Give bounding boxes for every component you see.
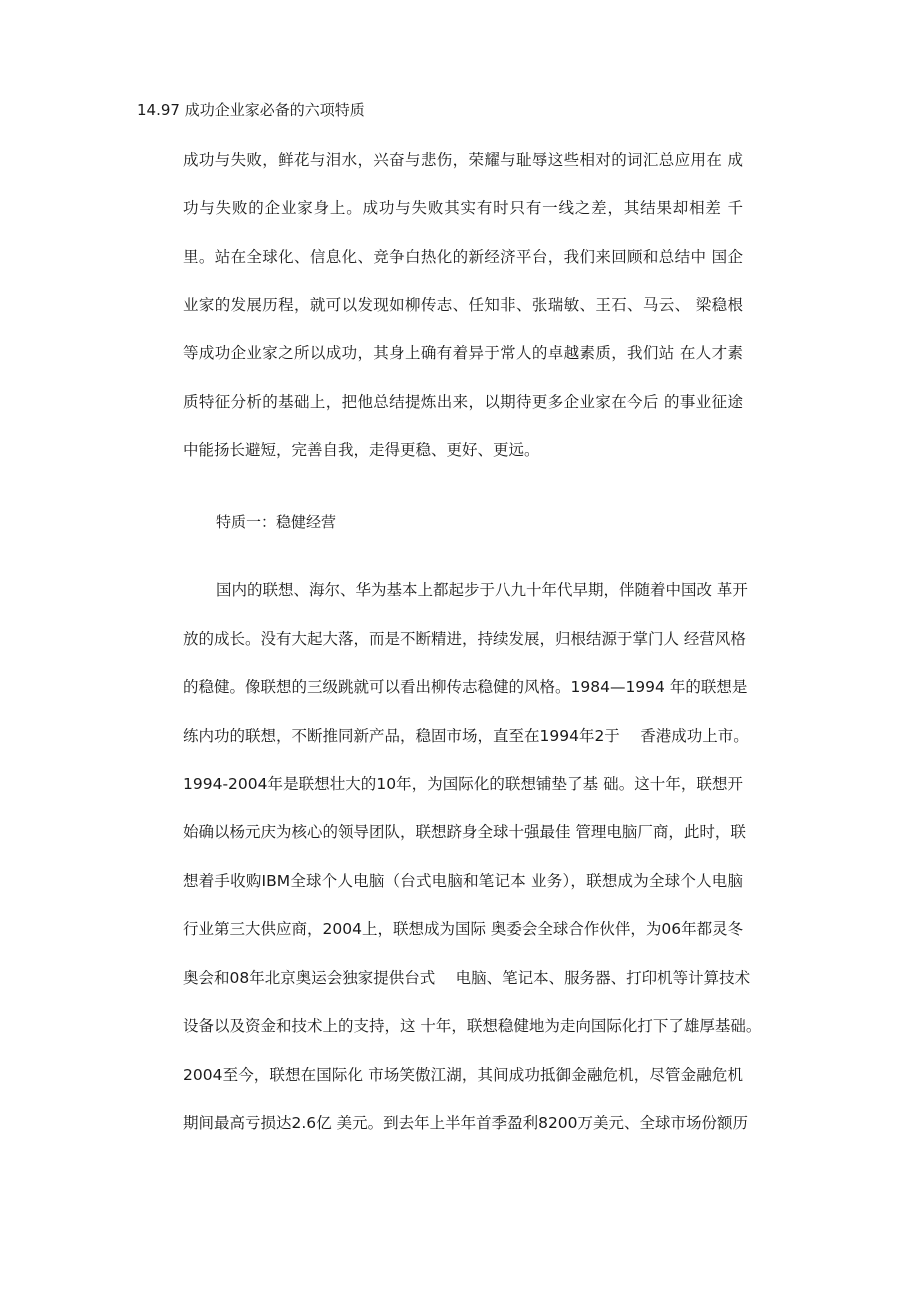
text-line: 放的成长。没有大起大落，而是不断精进，持续发展，归根结源于掌门人 经营风格 [183,630,746,648]
text-line: 行业第三大供应商，2004上，联想成为国际 奥委会全球合作伙伴，为06年都灵冬 [183,920,744,938]
text-line: 1994-2004年是联想壮大的10年，为国际化的联想铺垫了基 础。这十年，联想开 [183,775,743,793]
text-line: 期间最高亏损达2.6亿 美元。到去年上半年首季盈利8200万美元、全球市场份额历 [183,1114,749,1132]
text-line: 中能扬长避短，完善自我，走得更稳、更好、更远。 [183,441,540,459]
text-line: 始确以杨元庆为核心的领导团队，联想跻身全球十强最佳 管理电脑厂商，此时，联 [183,823,746,841]
text-line: 练内功的联想，不断推同新产品，稳固市场，直至在1994年2于 香港成功上市。 [183,727,749,745]
text-line: 功与失败的企业家身上。成功与失败其实有时只有一线之差，其结果却相差 千 [183,199,743,217]
text-line: 业家的发展历程，就可以发现如柳传志、任知非、张瑞敏、王石、马云、 梁稳根 [183,296,743,314]
text-line: 等成功企业家之所以成功，其身上确有着异于常人的卓越素质，我们站 在人才素 [183,344,743,362]
text-line: 里。站在全球化、信息化、竞争白热化的新经济平台，我们来回顾和总结中 国企 [183,248,743,266]
text-line: 设备以及资金和技术上的支持，这 十年，联想稳健地为走向国际化打下了雄厚基础。 [183,1017,762,1035]
text-line: 国内的联想、海尔、华为基本上都起步于八九十年代早期，伴随着中国改 革开 [216,581,748,599]
text-line: 奥会和08年北京奥运会独家提供台式 电脑、笔记本、服务器、打印机等计算技术 [183,969,751,987]
text-line: 质特征分析的基础上，把他总结提炼出来，以期待更多企业家在今后 的事业征途 [183,393,743,411]
text-line: 想着手收购IBM全球个人电脑（台式电脑和笔记本 业务），联想成为全球个人电脑 [183,872,743,890]
text-line: 2004至今，联想在国际化 市场笑傲江湖，其间成功抵御金融危机，尽管金融危机 [183,1066,743,1084]
text-line: 成功与失败，鲜花与泪水，兴奋与悲伤，荣耀与耻辱这些相对的词汇总应用在 成 [183,151,743,169]
section-heading: 特质一：稳健经营 [216,513,337,531]
text-line: 的稳健。像联想的三级跳就可以看出柳传志稳健的风格。1984—1994 年的联想是 [183,678,748,696]
document-title: 14.97 成功企业家必备的六项特质 [137,101,365,119]
